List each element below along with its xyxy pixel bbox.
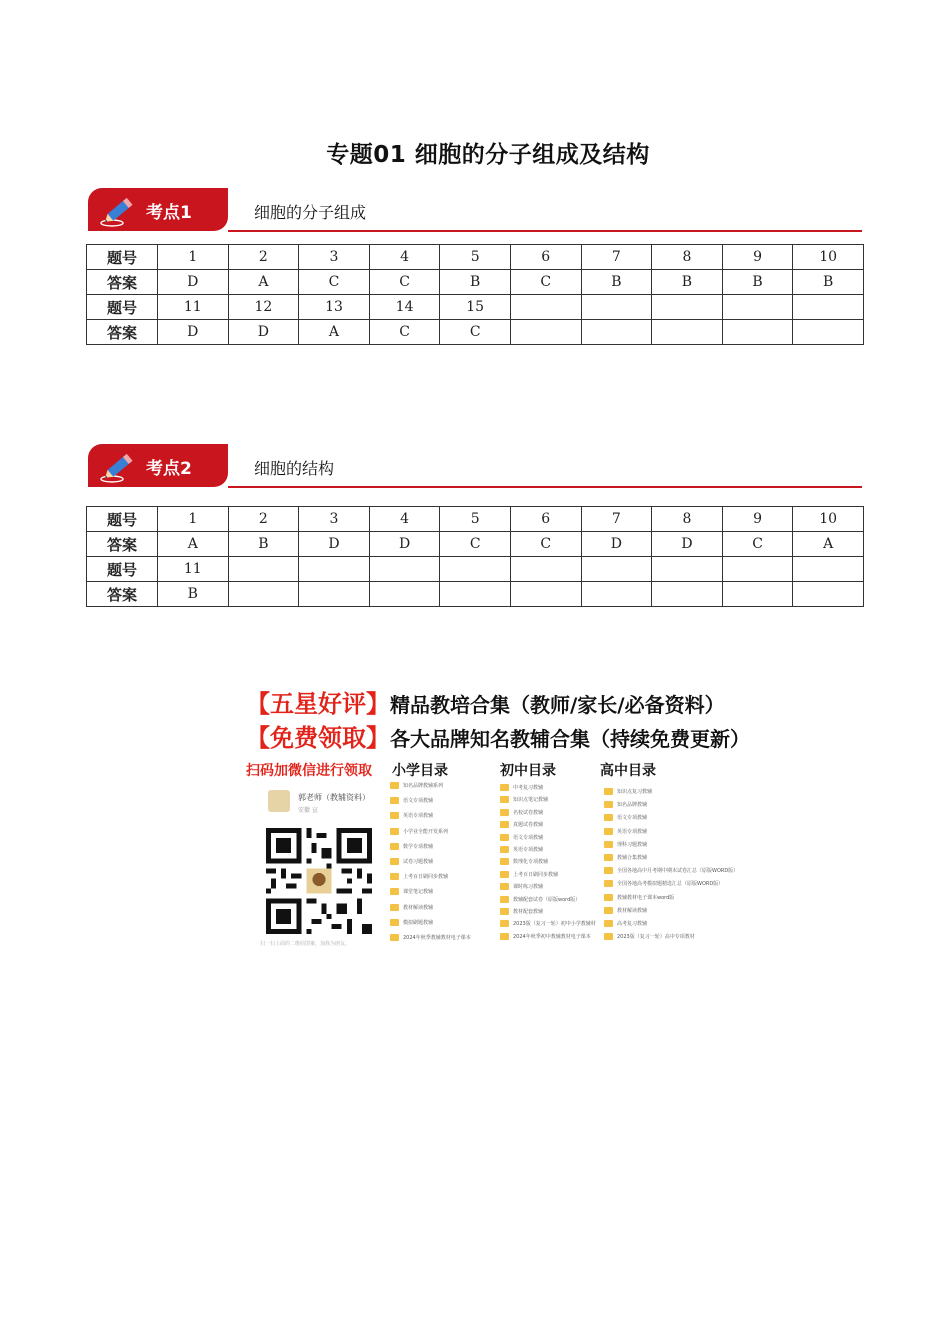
folder-icon (500, 784, 509, 791)
folder-icon (390, 812, 399, 819)
teacher-location: 安徽 宣 (298, 807, 318, 814)
list-item-label: 模拟刷题教辅 (403, 919, 434, 926)
row-header: 题号 (87, 557, 158, 582)
list-item-label: 教材解读教辅 (403, 904, 434, 911)
section-badge (88, 188, 228, 231)
table-row (87, 507, 864, 532)
list-item[interactable] (604, 933, 738, 946)
table-cell: B (793, 270, 864, 295)
section-header-1 (88, 188, 862, 234)
folder-icon (390, 888, 399, 895)
table-row (87, 270, 864, 295)
folder-icon (500, 796, 509, 803)
table-cell: B (158, 582, 229, 607)
table-cell (299, 557, 370, 582)
list-item-label: 课堂笔记教辅 (403, 889, 434, 896)
middle-catalog-list (500, 784, 596, 945)
list-item-label: 英语专项教辅 (513, 846, 544, 853)
list-item[interactable] (604, 788, 738, 801)
table-cell (652, 295, 723, 320)
list-item[interactable] (604, 894, 738, 907)
list-item-label: 试卷习题教辅 (403, 858, 434, 865)
list-item-label: 名校试卷教辅 (513, 809, 544, 816)
folder-icon (390, 858, 399, 865)
list-item[interactable] (390, 782, 471, 797)
table-cell (510, 582, 581, 607)
table-cell (722, 557, 793, 582)
table-cell: A (158, 532, 229, 557)
folder-icon (390, 919, 399, 926)
list-item-label: 上考百日刷同步教辅 (513, 871, 559, 878)
table-cell: D (581, 532, 652, 557)
table-cell (369, 582, 440, 607)
folder-icon (604, 894, 613, 901)
list-item[interactable] (390, 904, 471, 919)
folder-icon (390, 843, 399, 850)
table-cell: 7 (581, 245, 652, 270)
table-cell: C (440, 320, 511, 345)
list-item[interactable] (500, 933, 596, 945)
folder-icon (604, 801, 613, 808)
table-cell: D (228, 320, 299, 345)
badge-label: 考点2 (146, 459, 192, 479)
folder-icon (604, 867, 613, 874)
folder-icon (500, 883, 509, 890)
table-cell: 15 (440, 295, 511, 320)
list-item[interactable] (604, 801, 738, 814)
section-title: 细胞的分子组成 (254, 203, 367, 222)
list-item[interactable] (500, 883, 596, 895)
answer-table-1 (86, 244, 864, 345)
list-item[interactable] (390, 812, 471, 827)
table-row (87, 532, 864, 557)
list-item[interactable] (500, 920, 596, 932)
list-item-label: 教辅教材电子课本word版 (617, 894, 675, 901)
list-item-label: 全国各地高中月考期中期末试卷汇总（原版WORD版） (617, 868, 739, 875)
list-item-label: 高考复习教辅 (617, 920, 648, 927)
list-item-label: 知识点笔记教辅 (513, 797, 549, 804)
folder-icon (604, 841, 613, 848)
table-cell: A (793, 532, 864, 557)
list-item[interactable] (500, 796, 596, 808)
list-item[interactable] (604, 867, 738, 880)
list-item-label: 中考复习教辅 (513, 785, 544, 791)
list-item[interactable] (390, 934, 471, 949)
table-cell: C (299, 270, 370, 295)
list-item[interactable] (390, 828, 471, 843)
table-cell: 10 (793, 507, 864, 532)
section-badge (88, 444, 228, 487)
list-item[interactable] (390, 858, 471, 873)
section-title: 细胞的结构 (254, 459, 335, 478)
middle-catalog-title: 初中目录 (500, 763, 556, 779)
scan-instruction: 扫码加微信进行领取 (246, 763, 372, 779)
promo-line-1-text: 精品教培合集（教师/家长/必备资料） (390, 693, 725, 717)
folder-icon (500, 846, 509, 853)
folder-icon (604, 907, 613, 914)
table-cell: D (369, 532, 440, 557)
folder-icon (500, 821, 509, 828)
list-item[interactable] (390, 797, 471, 812)
folder-icon (500, 933, 509, 940)
table-cell: C (722, 532, 793, 557)
list-item-label: 数学专项教辅 (403, 843, 434, 850)
table-cell: B (722, 270, 793, 295)
promo-line-2 (246, 718, 750, 753)
promo-banner (246, 682, 750, 952)
list-item-label: 真题试卷教辅 (513, 822, 544, 829)
folder-icon (604, 880, 613, 887)
table-cell (581, 295, 652, 320)
table-row (87, 295, 864, 320)
list-item-label: 语文专项教辅 (403, 798, 434, 805)
list-item-label: 2023版（复习一轮）高中专项教材 (617, 934, 695, 941)
list-item-label: 知名品牌教辅 (617, 802, 648, 809)
badge-label: 考点1 (146, 203, 192, 223)
table-cell: 8 (652, 245, 723, 270)
list-item[interactable] (604, 828, 738, 841)
table-cell: B (440, 270, 511, 295)
qr-code-icon[interactable] (266, 828, 372, 934)
list-item[interactable] (500, 846, 596, 858)
table-cell: B (581, 270, 652, 295)
list-item[interactable] (390, 888, 471, 903)
high-catalog-title: 高中目录 (600, 763, 656, 779)
table-cell: 6 (510, 507, 581, 532)
list-item[interactable] (604, 854, 738, 867)
list-item-label: 教辅合集教辅 (617, 854, 648, 861)
table-cell: B (228, 532, 299, 557)
row-header: 题号 (87, 295, 158, 320)
folder-icon (390, 904, 399, 911)
list-item-label: 2024年秋季初中教辅教材电子课本 (513, 933, 591, 940)
avatar (268, 790, 290, 812)
list-item-label: 2023版（复习一轮）初中小学教辅材 (513, 921, 596, 928)
list-item-label: 教材配套教辅 (513, 908, 544, 915)
list-item[interactable] (500, 834, 596, 846)
list-item-label: 2024年秋季教辅教材电子课本 (403, 934, 471, 941)
table-cell: B (652, 270, 723, 295)
folder-icon (604, 920, 613, 927)
table-row (87, 557, 864, 582)
table-cell: 4 (369, 507, 440, 532)
table-cell (652, 582, 723, 607)
table-cell: 6 (510, 245, 581, 270)
list-item[interactable] (604, 880, 738, 893)
table-cell: C (369, 270, 440, 295)
folder-icon (500, 809, 509, 816)
folder-icon (500, 871, 509, 878)
folder-icon (390, 934, 399, 941)
table-cell (299, 582, 370, 607)
table-cell (793, 320, 864, 345)
table-cell (440, 582, 511, 607)
list-item-label: 理科习题教辅 (617, 841, 648, 848)
list-item[interactable] (604, 920, 738, 933)
list-item-label: 课时练习教辅 (513, 884, 544, 891)
folder-icon (390, 782, 399, 789)
table-cell: A (299, 320, 370, 345)
list-item-label: 上考百日刷同步教辅 (403, 874, 449, 881)
folder-icon (604, 814, 613, 821)
promo-line-1-tag: 【五星好评】 (246, 689, 390, 718)
table-cell (652, 557, 723, 582)
table-cell: 14 (369, 295, 440, 320)
list-item-label: 全国各地高考模拟题精选汇总（原版WORD版） (617, 881, 724, 888)
list-item-label: 知名品牌教辅系列 (403, 783, 444, 789)
folder-icon (604, 933, 613, 940)
qr-note: 扫一扫上面的二维码图案，加我为朋友。 (260, 941, 351, 947)
row-header: 答案 (87, 532, 158, 557)
table-cell: C (369, 320, 440, 345)
folder-icon (500, 896, 509, 903)
list-item[interactable] (604, 814, 738, 827)
list-item[interactable] (390, 873, 471, 888)
list-item[interactable] (390, 919, 471, 934)
list-item-label: 小学业全能开发系列 (403, 828, 449, 835)
table-cell (510, 320, 581, 345)
folder-icon (500, 858, 509, 865)
table-cell: 5 (440, 507, 511, 532)
table-cell: 1 (158, 245, 229, 270)
list-item-label: 英语专项教辅 (617, 828, 648, 835)
table-cell: 5 (440, 245, 511, 270)
table-cell: 2 (228, 507, 299, 532)
row-header: 题号 (87, 245, 158, 270)
table-cell: 3 (299, 507, 370, 532)
row-header: 答案 (87, 270, 158, 295)
table-cell (793, 557, 864, 582)
table-cell: 11 (158, 295, 229, 320)
table-cell: D (652, 532, 723, 557)
table-cell: C (510, 270, 581, 295)
table-row (87, 320, 864, 345)
teacher-name: 郭老师（教辅资料） (298, 793, 370, 802)
table-cell: D (158, 270, 229, 295)
promo-line-2-text: 各大品牌知名教辅合集（持续免费更新） (390, 727, 750, 751)
table-cell: 2 (228, 245, 299, 270)
folder-icon (500, 920, 509, 927)
table-cell: 3 (299, 245, 370, 270)
table-row (87, 245, 864, 270)
folder-icon (604, 788, 613, 795)
primary-catalog-list (390, 782, 471, 949)
row-header: 答案 (87, 320, 158, 345)
list-item-label: 教材解读教辅 (617, 907, 648, 914)
folder-icon (390, 828, 399, 835)
table-cell (510, 295, 581, 320)
list-item-label: 语文专项教辅 (513, 834, 544, 841)
table-cell: A (228, 270, 299, 295)
section-divider (228, 230, 862, 232)
section-header-2 (88, 444, 862, 490)
table-cell (510, 557, 581, 582)
table-cell (793, 295, 864, 320)
folder-icon (390, 797, 399, 804)
table-cell (228, 557, 299, 582)
folder-icon (604, 854, 613, 861)
table-cell: 9 (722, 245, 793, 270)
table-cell (440, 557, 511, 582)
list-item[interactable] (500, 858, 596, 870)
row-header: 题号 (87, 507, 158, 532)
table-cell: D (158, 320, 229, 345)
table-cell (581, 320, 652, 345)
table-cell: C (440, 532, 511, 557)
list-item[interactable] (500, 784, 596, 796)
list-item[interactable] (390, 843, 471, 858)
table-cell: 8 (652, 507, 723, 532)
list-item[interactable] (500, 896, 596, 908)
list-item[interactable] (500, 908, 596, 920)
list-item[interactable] (604, 841, 738, 854)
list-item[interactable] (500, 809, 596, 821)
table-cell (581, 582, 652, 607)
table-cell (722, 582, 793, 607)
promo-line-1 (246, 684, 725, 719)
page-title: 专题01 细胞的分子组成及结构 (326, 142, 650, 168)
folder-icon (500, 834, 509, 841)
list-item-label: 教辅配套试卷（原版word版） (513, 896, 581, 903)
folder-icon (500, 908, 509, 915)
list-item[interactable] (604, 907, 738, 920)
table-cell (228, 582, 299, 607)
list-item-label: 数理化专项教辅 (513, 859, 549, 866)
table-row (87, 582, 864, 607)
table-cell: D (299, 532, 370, 557)
list-item-label: 英语专项教辅 (403, 813, 434, 820)
table-cell (793, 582, 864, 607)
high-catalog-list (604, 788, 738, 946)
folder-icon (604, 828, 613, 835)
table-cell: 10 (793, 245, 864, 270)
table-cell: 7 (581, 507, 652, 532)
primary-catalog-title: 小学目录 (392, 763, 448, 779)
table-cell (581, 557, 652, 582)
section-divider (228, 486, 862, 488)
folder-icon (390, 873, 399, 880)
list-item[interactable] (500, 821, 596, 833)
table-cell (369, 557, 440, 582)
table-cell (722, 320, 793, 345)
table-cell: 13 (299, 295, 370, 320)
table-cell: C (510, 532, 581, 557)
pencil-icon (98, 446, 142, 488)
table-cell: 1 (158, 507, 229, 532)
table-cell (722, 295, 793, 320)
table-cell: 9 (722, 507, 793, 532)
table-cell: 12 (228, 295, 299, 320)
row-header: 答案 (87, 582, 158, 607)
list-item-label: 语文专项教辅 (617, 815, 648, 822)
list-item[interactable] (500, 871, 596, 883)
table-cell (652, 320, 723, 345)
table-cell: 11 (158, 557, 229, 582)
answer-table-2 (86, 506, 864, 607)
pencil-icon (98, 190, 142, 232)
table-cell: 4 (369, 245, 440, 270)
list-item-label: 知识点复习教辅 (617, 789, 653, 795)
promo-line-2-tag: 【免费领取】 (246, 723, 390, 752)
